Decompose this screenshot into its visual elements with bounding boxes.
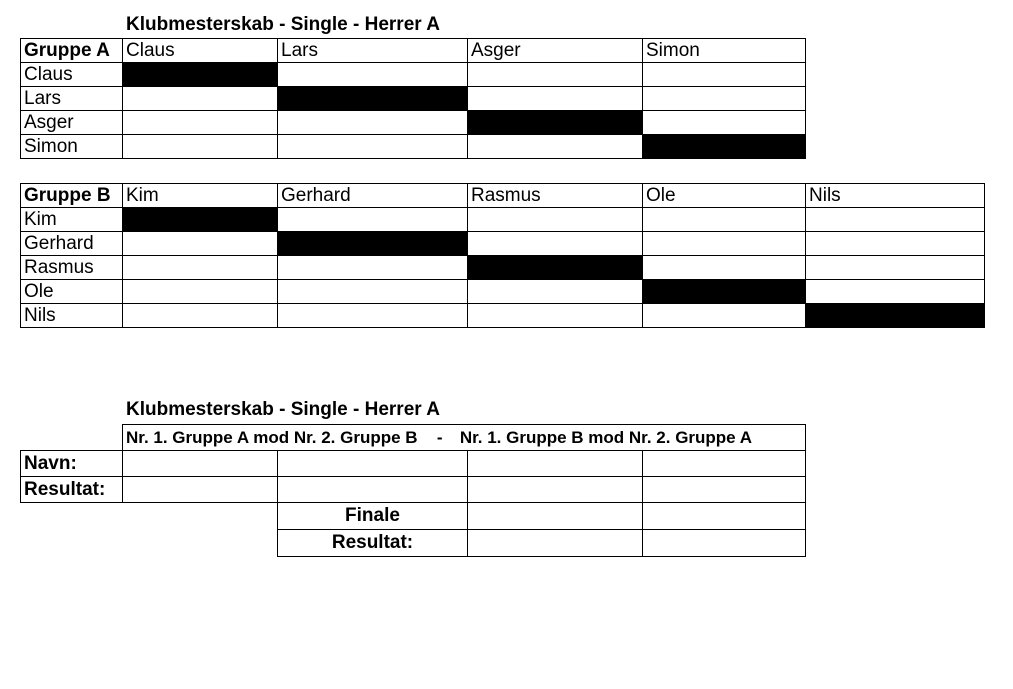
result-cell[interactable]: [643, 477, 806, 503]
result-cell[interactable]: [643, 232, 806, 256]
semifinal-title: Klubmesterskab - Single - Herrer A: [126, 399, 440, 420]
match1-label: Nr. 1. Gruppe A mod Nr. 2. Gruppe B: [126, 427, 418, 447]
blocked-cell: [643, 135, 806, 159]
finale-resultat-row: [21, 530, 806, 557]
navn-row: [21, 451, 806, 477]
blocked-cell: [278, 87, 468, 111]
finale-cell[interactable]: [468, 503, 643, 530]
blocked-cell: [123, 63, 278, 87]
result-cell[interactable]: [123, 87, 278, 111]
result-cell[interactable]: [468, 63, 643, 87]
result-cell[interactable]: [643, 111, 806, 135]
group-a-row: [21, 111, 806, 135]
empty-cell: [123, 503, 278, 530]
empty-cell: [21, 530, 123, 557]
result-cell[interactable]: [278, 280, 468, 304]
group-a-title: Klubmesterskab - Single - Herrer A: [126, 14, 440, 35]
empty-cell: [123, 530, 278, 557]
group-b-row: [21, 280, 985, 304]
group-b-row-label: Ole: [21, 280, 123, 304]
group-b-row: [21, 208, 985, 232]
group-a-row: [21, 87, 806, 111]
group-a-row-label: Lars: [21, 87, 123, 111]
group-a-col-header: Asger: [468, 39, 643, 63]
empty-corner: [21, 425, 123, 451]
result-cell[interactable]: [123, 111, 278, 135]
blocked-cell: [806, 304, 985, 328]
group-b-col-header: Ole: [643, 184, 806, 208]
group-a-row-label: Simon: [21, 135, 123, 159]
result-cell[interactable]: [468, 304, 643, 328]
name-cell[interactable]: [278, 451, 468, 477]
match-separator: -: [436, 427, 443, 447]
result-cell[interactable]: [468, 87, 643, 111]
result-cell[interactable]: [806, 232, 985, 256]
group-b-col-header: Gerhard: [278, 184, 468, 208]
result-cell[interactable]: [643, 304, 806, 328]
group-a-table: [20, 38, 806, 159]
blocked-cell: [468, 111, 643, 135]
group-a-row: [21, 135, 806, 159]
group-a-row-label: Claus: [21, 63, 123, 87]
group-b-table: [20, 183, 985, 328]
group-b-row: [21, 232, 985, 256]
blocked-cell: [468, 256, 643, 280]
finale-row: [21, 503, 806, 530]
group-b-label: Gruppe B: [21, 184, 123, 208]
group-b-col-header: Nils: [806, 184, 985, 208]
resultat-row: [21, 477, 806, 503]
group-b-row-label: Rasmus: [21, 256, 123, 280]
finale-result-cell[interactable]: [468, 530, 643, 557]
result-cell[interactable]: [278, 111, 468, 135]
group-a-col-header: Claus: [123, 39, 278, 63]
group-b-col-header: Rasmus: [468, 184, 643, 208]
result-cell[interactable]: [468, 208, 643, 232]
result-cell[interactable]: [468, 477, 643, 503]
result-cell[interactable]: [278, 135, 468, 159]
finale-result-cell[interactable]: [643, 530, 806, 557]
result-cell[interactable]: [468, 135, 643, 159]
group-a-row-label: Asger: [21, 111, 123, 135]
result-cell[interactable]: [278, 208, 468, 232]
blocked-cell: [278, 232, 468, 256]
result-cell[interactable]: [643, 87, 806, 111]
group-a-row: [21, 63, 806, 87]
semifinal-table: [20, 424, 806, 557]
group-b-row-label: Gerhard: [21, 232, 123, 256]
result-cell[interactable]: [806, 208, 985, 232]
result-cell[interactable]: [278, 63, 468, 87]
group-b-row: [21, 256, 985, 280]
name-cell[interactable]: [468, 451, 643, 477]
result-cell[interactable]: [278, 256, 468, 280]
finale-cell[interactable]: [643, 503, 806, 530]
result-cell[interactable]: [806, 280, 985, 304]
group-b-row-label: Nils: [21, 304, 123, 328]
blocked-cell: [123, 208, 278, 232]
result-cell[interactable]: [123, 232, 278, 256]
result-cell[interactable]: [643, 208, 806, 232]
finale-label: Finale: [278, 503, 468, 530]
group-a-header-row: [21, 39, 806, 63]
result-cell[interactable]: [123, 477, 278, 503]
result-cell[interactable]: [123, 256, 278, 280]
name-cell[interactable]: [123, 451, 278, 477]
semifinal-match-header: [123, 425, 806, 451]
result-cell[interactable]: [123, 280, 278, 304]
semifinal-header-row: [21, 425, 806, 451]
name-cell[interactable]: [643, 451, 806, 477]
group-b-header-row: [21, 184, 985, 208]
result-cell[interactable]: [468, 232, 643, 256]
finale-resultat-label: Resultat:: [278, 530, 468, 557]
navn-label: Navn:: [21, 451, 123, 477]
result-cell[interactable]: [468, 280, 643, 304]
blocked-cell: [643, 280, 806, 304]
result-cell[interactable]: [278, 477, 468, 503]
result-cell[interactable]: [643, 63, 806, 87]
group-b-row-label: Kim: [21, 208, 123, 232]
empty-cell: [21, 503, 123, 530]
resultat-label: Resultat:: [21, 477, 123, 503]
group-b-row: [21, 304, 985, 328]
group-b-col-header: Kim: [123, 184, 278, 208]
result-cell[interactable]: [643, 256, 806, 280]
group-a-col-header: Lars: [278, 39, 468, 63]
group-a-col-header: Simon: [643, 39, 806, 63]
result-cell[interactable]: [123, 135, 278, 159]
result-cell[interactable]: [806, 256, 985, 280]
result-cell[interactable]: [123, 304, 278, 328]
result-cell[interactable]: [278, 304, 468, 328]
match2-label: Nr. 1. Gruppe B mod Nr. 2. Gruppe A: [459, 427, 753, 447]
group-a-label: Gruppe A: [21, 39, 123, 63]
